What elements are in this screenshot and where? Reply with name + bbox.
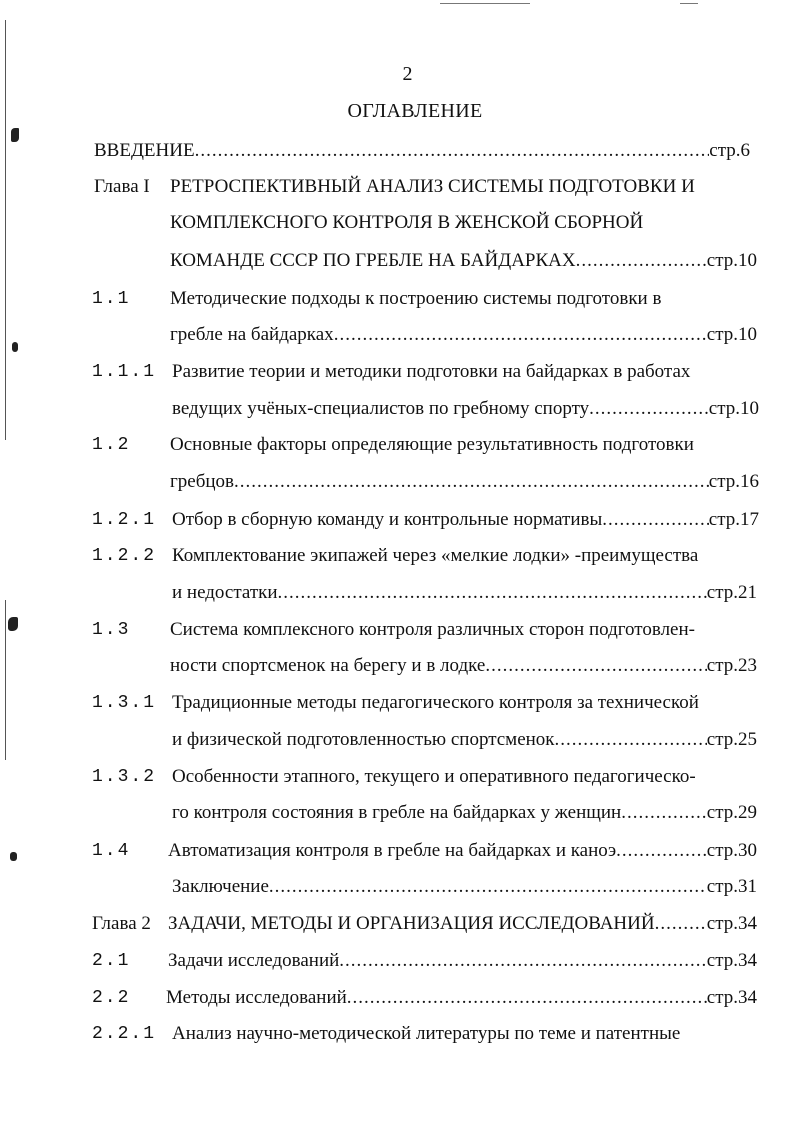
toc-entry-page: стр.16 xyxy=(708,471,759,492)
toc-entry-title: РЕТРОСПЕКТИВНЫЙ АНАЛИЗ СИСТЕМЫ ПОДГОТОВКИ И xyxy=(170,176,695,197)
toc-dot-leader xyxy=(555,727,707,753)
toc-entry-1-4 xyxy=(168,838,757,864)
toc-section-number: 1.3.1 xyxy=(92,693,157,713)
toc-entry-2-2 xyxy=(166,985,757,1011)
toc-entry-1-3-2 xyxy=(172,800,757,826)
toc-dot-leader xyxy=(485,653,706,679)
toc-entry-page: стр.30 xyxy=(706,840,757,861)
toc-dot-leader xyxy=(602,507,709,533)
toc-entry-title: КОМПЛЕКСНОГО КОНТРОЛЯ В ЖЕНСКОЙ СБОРНОЙ xyxy=(170,212,644,233)
toc-section-number: 1.3 xyxy=(92,620,131,640)
toc-section-number: 2.2.1 xyxy=(92,1024,157,1044)
toc-section-number: 1.4 xyxy=(92,841,131,861)
toc-entry-title: Комплектование экипажей через «мелкие лодки» -преимущества xyxy=(172,545,699,566)
toc-entry-1-2 xyxy=(170,469,759,495)
toc-section-number: 2.1 xyxy=(92,951,131,971)
toc-entry-page: стр.34 xyxy=(706,950,757,971)
toc-dot-leader xyxy=(655,911,707,937)
toc-entry-title: Основные факторы определяющие результативность подготовки xyxy=(170,434,694,455)
toc-entry-title: Методы исследований xyxy=(166,987,347,1008)
toc-entry-title: ЗАДАЧИ, МЕТОДЫ И ОРГАНИЗАЦИЯ ИССЛЕДОВАНИЙ xyxy=(168,913,655,934)
toc-entry-title: Особенности этапного, текущего и оперативного педагогическо- xyxy=(172,766,696,787)
toc-entry-title: Традиционные методы педагогического контроля за технической xyxy=(172,692,699,713)
scan-artifact-mark xyxy=(12,342,18,352)
toc-entry-title: ности спортсменок на берегу и в лодке xyxy=(170,655,486,676)
toc-entry-title: Развитие теории и методики подготовки на байдарках в работах xyxy=(172,361,691,382)
toc-entry-title: гребцов xyxy=(170,471,235,492)
scan-margin-line xyxy=(5,600,6,760)
toc-entry-1-2-1 xyxy=(172,507,759,533)
toc-section-number: 1.1.1 xyxy=(92,362,157,382)
toc-entry-page: стр.21 xyxy=(706,582,757,603)
toc-entry-title: Автоматизация контроля в гребле на байдарках и каноэ xyxy=(168,840,617,861)
toc-entry-title: КОМАНДЕ СССР ПО ГРЕБЛЕ НА БАЙДАРКАХ xyxy=(170,250,576,271)
toc-section-number: 1.2.1 xyxy=(92,510,157,530)
toc-entry-title: Отбор в сборную команду и контрольные нормативы xyxy=(172,509,603,530)
toc-entry-title: гребле на байдарках xyxy=(170,324,334,345)
toc-entry-title: Заключение xyxy=(172,876,269,897)
toc-entry-title: ведущих учёных-специалистов по гребному спорту xyxy=(172,398,590,419)
toc-entry-page: стр.34 xyxy=(706,913,757,934)
toc-dot-leader xyxy=(621,800,707,826)
toc-entry-page: стр.31 xyxy=(706,876,757,897)
toc-entry-title: и физической подготовленностью спортсменок xyxy=(172,729,555,750)
toc-entry-1-1-1 xyxy=(172,396,759,422)
toc-dot-leader xyxy=(339,948,706,974)
toc-entry-title: и недостатки xyxy=(172,582,278,603)
toc-dot-leader xyxy=(589,396,709,422)
toc-dot-leader xyxy=(269,874,707,900)
toc-section-number: 1.2 xyxy=(92,435,131,455)
toc-entry-title: Анализ научно-методической литературы по теме и патентные xyxy=(172,1023,681,1044)
toc-entry-chapter-1 xyxy=(170,248,757,274)
page-number: 2 xyxy=(402,63,413,85)
toc-entry-page: стр.10 xyxy=(706,250,757,271)
toc-dot-leader xyxy=(576,248,707,274)
toc-title: ОГЛАВЛЕНИЕ xyxy=(347,100,483,122)
scan-artifact-top xyxy=(440,3,530,4)
toc-chapter-label: Глава 2 xyxy=(92,913,151,934)
toc-entry-1-1 xyxy=(170,322,757,348)
toc-section-number: 1.2.2 xyxy=(92,546,157,566)
toc-dot-leader xyxy=(278,580,707,606)
toc-dot-leader xyxy=(334,322,707,348)
toc-entry-chapter-2 xyxy=(168,911,757,937)
toc-dot-leader xyxy=(347,985,707,1011)
toc-entry-1-2-2 xyxy=(172,580,757,606)
toc-entry-conclusion xyxy=(172,874,757,900)
toc-entry-page: стр.6 xyxy=(709,140,750,161)
toc-dot-leader xyxy=(616,838,707,864)
toc-dot-leader xyxy=(234,469,709,495)
scan-artifact-top xyxy=(680,3,698,4)
toc-dot-leader xyxy=(195,138,710,164)
toc-entry-title: Система комплексного контроля различных сторон подготовлен- xyxy=(170,619,695,640)
toc-section-number: 1.1 xyxy=(92,289,131,309)
scan-artifact-mark xyxy=(11,128,19,142)
toc-entry-title: ВВЕДЕНИЕ xyxy=(94,140,195,161)
toc-entry-introduction xyxy=(94,138,750,164)
toc-entry-2-1 xyxy=(168,948,757,974)
toc-chapter-label: Глава I xyxy=(94,176,150,197)
toc-entry-page: стр.23 xyxy=(706,655,757,676)
toc-entry-title: Методические подходы к построению системы подготовки в xyxy=(170,288,662,309)
toc-entry-1-3-1 xyxy=(172,727,757,753)
toc-entry-title: Задачи исследований xyxy=(168,950,340,971)
toc-entry-page: стр.34 xyxy=(706,987,757,1008)
scan-artifact-mark xyxy=(8,617,18,631)
toc-entry-1-3 xyxy=(170,653,757,679)
scan-artifact-mark xyxy=(10,852,17,861)
toc-entry-page: стр.10 xyxy=(706,324,757,345)
toc-section-number: 1.3.2 xyxy=(92,767,157,787)
toc-entry-page: стр.10 xyxy=(708,398,759,419)
toc-entry-page: стр.29 xyxy=(706,802,757,823)
toc-entry-page: стр.17 xyxy=(708,509,759,530)
toc-entry-title: го контроля состояния в гребле на байдарках у женщин xyxy=(172,802,622,823)
toc-entry-page: стр.25 xyxy=(706,729,757,750)
toc-section-number: 2.2 xyxy=(92,988,131,1008)
